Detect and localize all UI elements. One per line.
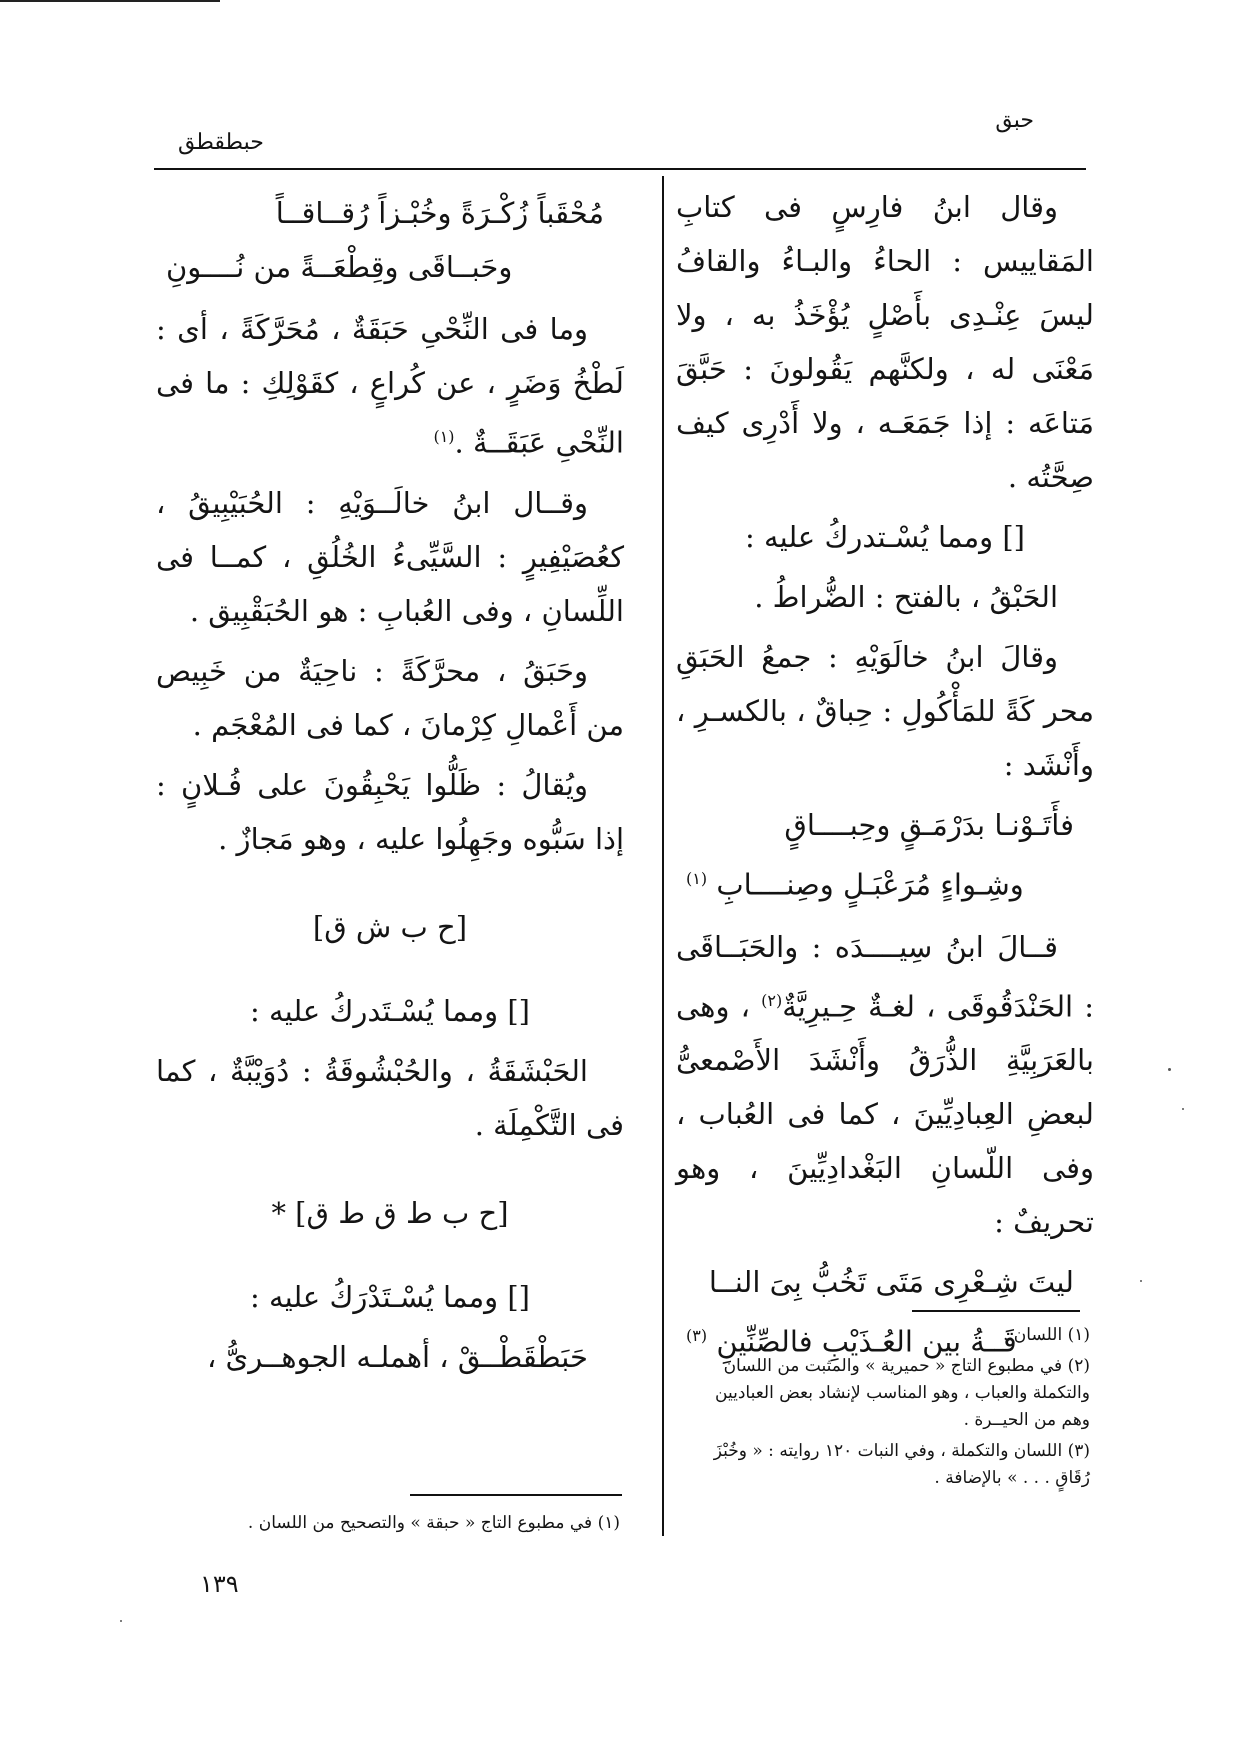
running-head-left: حبطقطق xyxy=(178,130,264,155)
paragraph: الحَبْشَقَةُ ، والحُبْشُوقَةُ : دُوَيْبَّةٌ ، كما فى التَّكْمِلَة . xyxy=(156,1053,624,1142)
footnote-marker: (٢) xyxy=(761,990,783,1010)
paragraph xyxy=(676,920,1094,1250)
addendum-heading: [] ومما يُسْـتَدْرَكُ عليه : xyxy=(250,1279,530,1314)
entry-title: [ح ب ط ق ط ق] * xyxy=(271,1195,509,1230)
entry-title: [ح ب ش ق] xyxy=(312,909,468,944)
paragraph xyxy=(156,302,624,470)
paragraph: وقــال ابنُ خالَــوَيْهِ : الحُبَيْبِيقُ ، كعُصَيْفِيرٍ : السَّيِّىءُ الخُلُقِ ، كمــا فى اللِّسانِ ، وفى العُبابِ : هو الحُبَقْبِيق . xyxy=(156,485,624,628)
footnotes-right xyxy=(690,1322,1090,1496)
footnote-rule xyxy=(912,1310,1080,1312)
paragraph: الحَبْقُ ، بالفتح : الضُّراطُ . xyxy=(754,580,1058,614)
footnote: (٢) في مطبوع التاج « حميرية » والمثبت من اللسان والتكملة والعباب ، وهو المناسب لإنشاد بعض العباديين وهم من الحيــرة . xyxy=(715,1356,1090,1430)
paragraph-text: وما فى النِّحْىِ حَبَقَةٌ ، مُحَرَّكَةً ، أى : لَطْخُ وَضَرٍ ، عن كُراعٍ ، كقَوْلِكِ : ما فى النِّحْىِ عَبَقَــةٌ . xyxy=(156,312,624,460)
footnote: (١) اللسان . xyxy=(1003,1325,1090,1345)
verse-text: وشِـواءٍ مُرَعْبَـلٍ وصِنــــابِ xyxy=(716,867,1024,902)
paragraph: وقالَ ابنُ خالَوَيْهِ : جمعُ الحَبَقِ محر كَةً للمَأْكُولِ : حِباقٌ ، بالكسـرِ ، وأَنْشَد : xyxy=(676,640,1094,782)
scan-speck xyxy=(1140,1280,1142,1282)
verse-hemistich: مُحْقَباً زُكْـرَةً وخُبْـزاً رُقــاقــاً xyxy=(275,196,604,230)
scan-speck xyxy=(1168,1068,1171,1071)
footnote-rule xyxy=(410,1494,622,1496)
footnote: (١) في مطبوع التاج « حبقة » والتصحيح من اللسان . xyxy=(247,1513,620,1533)
verse-text: قَــةُ بين العُـذَيْبِ فالصِّنِّينِ xyxy=(716,1324,1017,1359)
right-column xyxy=(676,180,1094,1377)
paragraph-text: قــالَ ابنُ سِيــــدَه : والحَبَــاقَى : الحَنْدَقُوقَى ، لغـةٌ حِـيرِيَّةٌ xyxy=(676,929,1095,1024)
addendum-heading: [] ومما يُسْـتَدركُ عليه : xyxy=(250,993,530,1028)
left-column xyxy=(156,186,624,1390)
verse-hemistich: ليتَ شِـعْرِى مَتَى تَخُبُّ بِىَ النــا xyxy=(708,1265,1074,1300)
scan-edge-mark xyxy=(0,0,220,2)
verse-hemistich xyxy=(676,852,1094,912)
scan-speck xyxy=(1182,1108,1184,1110)
running-head-right: حبق xyxy=(995,108,1034,133)
paragraph: حَبَطْقَطْــقْ ، أهملـه الجوهــرىُّ ، xyxy=(206,1339,588,1374)
paragraph: ويُقالُ : ظَلُّوا يَحْبِقُونَ على فُـلانٍ : إذا سَبُّوه وجَهِلُوا عليه ، وهو مَجازٌ . xyxy=(156,767,624,856)
footnotes-left xyxy=(150,1510,620,1541)
header-rule xyxy=(154,168,1086,170)
paragraph: وحَبَقُ ، محرَّكَةً : ناحِيَةٌ من خَبِيص من أَعْمالِ كِرْمانَ ، كما فى المُعْجَم . xyxy=(156,653,624,742)
footnote-marker: (١) xyxy=(686,869,708,888)
page-number: ١٣٩ xyxy=(200,1570,239,1598)
footnote-marker: (١) xyxy=(433,427,455,446)
verse-hemistich: وحَبــاقَى وقِطْعَــةً من نُــــونِ xyxy=(166,250,513,284)
paragraph: وقال ابنُ فارِسٍ فى كتابِ المَقاييس : الحاءُ والبـاءُ والقافُ ليسَ عِنْـدِى بأَصْلٍ يُؤْخَذُ به ، ولا مَعْنَى له ، ولكنَّهم يَقُولونَ : حَبَّقَ مَتاعَه : إذا جَمَعَـه ، ولا أَدْرِى كيف صِحَّتُه . xyxy=(676,190,1094,494)
footnote: (٣) اللسان والتكملة ، وفي النبات ١٢٠ روايته : « وخُبْزَ رُقَاقٍ . . . » بالإضافة . xyxy=(713,1441,1090,1488)
footnote-marker: (٣) xyxy=(686,1326,708,1346)
addendum-heading: [] ومما يُسْـتدركُ عليه : xyxy=(745,520,1025,554)
scan-speck xyxy=(120,1620,122,1622)
column-divider xyxy=(662,176,664,1536)
verse-hemistich: فأَتَـوْنـا بدَرْمَـقٍ وحِبــــاقٍ xyxy=(784,808,1074,842)
paragraph-text: ، وهى بالعَرَبِيَّةِ الذُّرَقُ وأَنْشَدَ الأَصْمعىُّ لبعضِ العِبادِيِّينَ ، كما فى العُباب ، وفى اللّسانِ البَغْدادِيِّينَ ، وهو تحريفٌ : xyxy=(676,989,1094,1240)
